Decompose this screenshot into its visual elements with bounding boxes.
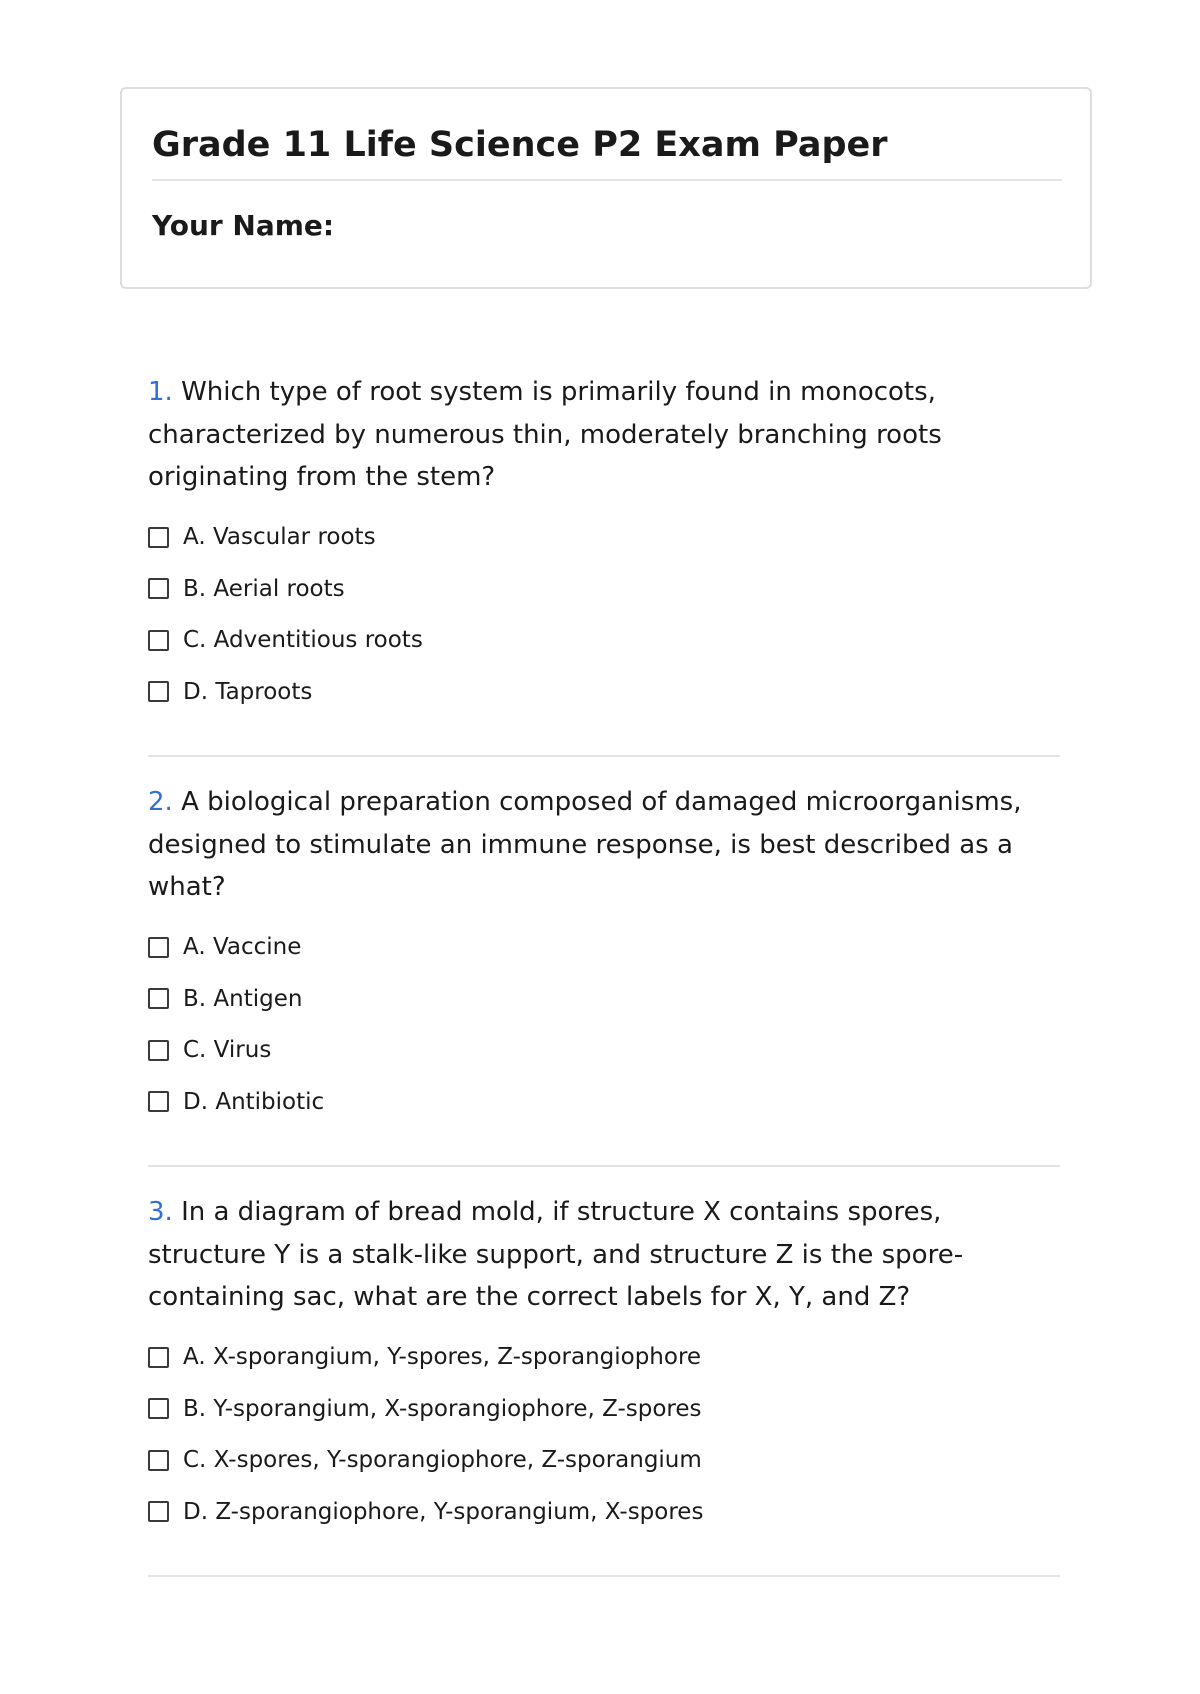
option-a[interactable] [148,512,1060,564]
option-b[interactable] [148,1383,1060,1435]
name-field-label: Your Name: [152,209,335,242]
question-text [148,781,1060,909]
question-divider [148,1575,1060,1577]
option-label: B. Y-sporangium, X-sporangiophore, Z-spores [183,1395,702,1422]
option-c[interactable] [148,1435,1060,1487]
option-list [148,1332,1060,1538]
question-number: 2. [148,787,173,817]
option-label: C. Virus [183,1037,272,1064]
question-prompt: A biological preparation composed of damaged microorganisms, designed to stimulate an immune response, is best described as a what? [148,787,1022,902]
option-d[interactable] [148,1076,1060,1128]
question-text [148,1191,1060,1319]
option-d[interactable] [148,1486,1060,1538]
header-card [120,87,1092,289]
checkbox-icon[interactable] [148,1501,169,1522]
checkbox-icon[interactable] [148,988,169,1009]
option-list [148,922,1060,1128]
option-b[interactable] [148,973,1060,1025]
question-number: 3. [148,1197,173,1227]
option-list [148,512,1060,718]
option-label: A. Vaccine [183,934,302,961]
option-label: A. Vascular roots [183,524,376,551]
question-divider [148,755,1060,757]
option-label: A. X-sporangium, Y-spores, Z-sporangiophore [183,1344,702,1371]
question-3 [148,1191,1060,1538]
title-divider [152,179,1062,181]
checkbox-icon[interactable] [148,1091,169,1112]
option-a[interactable] [148,1332,1060,1384]
option-d[interactable] [148,666,1060,718]
option-label: D. Z-sporangiophore, Y-sporangium, X-spores [183,1498,704,1525]
option-label: C. X-spores, Y-sporangiophore, Z-sporangium [183,1447,702,1474]
checkbox-icon[interactable] [148,1398,169,1419]
page-title: Grade 11 Life Science P2 Exam Paper [152,125,888,165]
checkbox-icon[interactable] [148,1040,169,1061]
option-b[interactable] [148,563,1060,615]
question-prompt: In a diagram of bread mold, if structure X contains spores, structure Y is a stalk-like support, and structure Z is the spore-containing sac, what are the correct labels for X, Y, and Z? [148,1197,964,1312]
question-prompt: Which type of root system is primarily found in monocots, characterized by numerous thin, moderately branching roots originating from the stem? [148,377,942,492]
checkbox-icon[interactable] [148,937,169,958]
question-divider [148,1165,1060,1167]
question-number: 1. [148,377,173,407]
question-text [148,371,1060,499]
checkbox-icon[interactable] [148,681,169,702]
checkbox-icon[interactable] [148,578,169,599]
option-label: D. Antibiotic [183,1088,325,1115]
checkbox-icon[interactable] [148,1347,169,1368]
option-label: B. Antigen [183,985,303,1012]
option-a[interactable] [148,922,1060,974]
option-label: C. Adventitious roots [183,627,423,654]
checkbox-icon[interactable] [148,527,169,548]
option-c[interactable] [148,1025,1060,1077]
question-1 [148,371,1060,718]
question-2 [148,781,1060,1128]
checkbox-icon[interactable] [148,630,169,651]
option-c[interactable] [148,615,1060,667]
option-label: D. Taproots [183,678,313,705]
option-label: B. Aerial roots [183,575,345,602]
checkbox-icon[interactable] [148,1450,169,1471]
